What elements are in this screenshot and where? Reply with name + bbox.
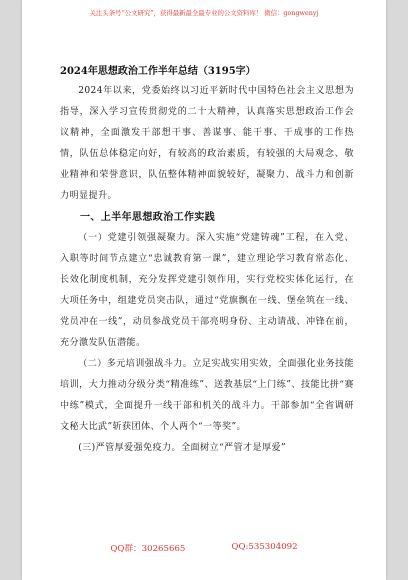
paragraph-party-building: （一）党建引领强凝聚力。深入实施“党建铸魂”工程，在入党、入职等时间节点建立“忠诚教育第一课”，建立理论学习教育常态化、长效化制度机制，充分发挥党建引领作用，实行党校实体化运行，在大项任务中，组建党员突击队，通过“党旗飘在一线、堡垒筑在一线、党员冲在一线”，动员参战党员干部亮明身份、主动请战、冲锋在前，充分激发队伍潜能。 bbox=[60, 233, 354, 348]
qq-group: QQ群：30265665 bbox=[110, 544, 186, 554]
paragraph-strict-management: (三)严管厚爱强免疫力。全面树立“严管才是厚爱” bbox=[78, 443, 287, 453]
section-heading: 一、上半年思想政治工作实践 bbox=[80, 212, 216, 223]
intro-paragraph: 2024年以来，党委始终以习近平新时代中国特色社会主义思想为指导，深入学习宣传贯彻党的二十大精神，认真落实思想政治工作会议精神，全面激发干部想干事、善谋事、能干事、干成事的工作热情，队伍总体稳定向好，有较高的政治素质，有较强的大局观念、敬业精神和荣誉意识，队伍整体精神面貌较好，凝聚力、战斗力和创新力明显提升。 bbox=[60, 86, 354, 201]
paragraph-training: （二）多元培训强战斗力。立足实战实用实效，全面强化业务技能培训，大力推动分级分类“精准练”、送教基层“上门练”、技能比拼“赛中练”模式，全面提升一线干部和机关的战斗力。干部参加“全省调研文秘大比武”斩获团体、个人两个“一等奖”。 bbox=[60, 359, 354, 432]
top-banner: 关注头条号“公文研究”，获得最新最全最专业的公文资料库！ 微信：gongwenyj bbox=[89, 9, 319, 17]
document-page bbox=[22, 0, 386, 580]
document-title: 2024年思想政治工作半年总结（3195字） bbox=[60, 66, 256, 77]
qq-number: QQ:535304092 bbox=[231, 542, 298, 552]
document-body bbox=[60, 81, 354, 459]
footer-contacts bbox=[22, 542, 386, 554]
